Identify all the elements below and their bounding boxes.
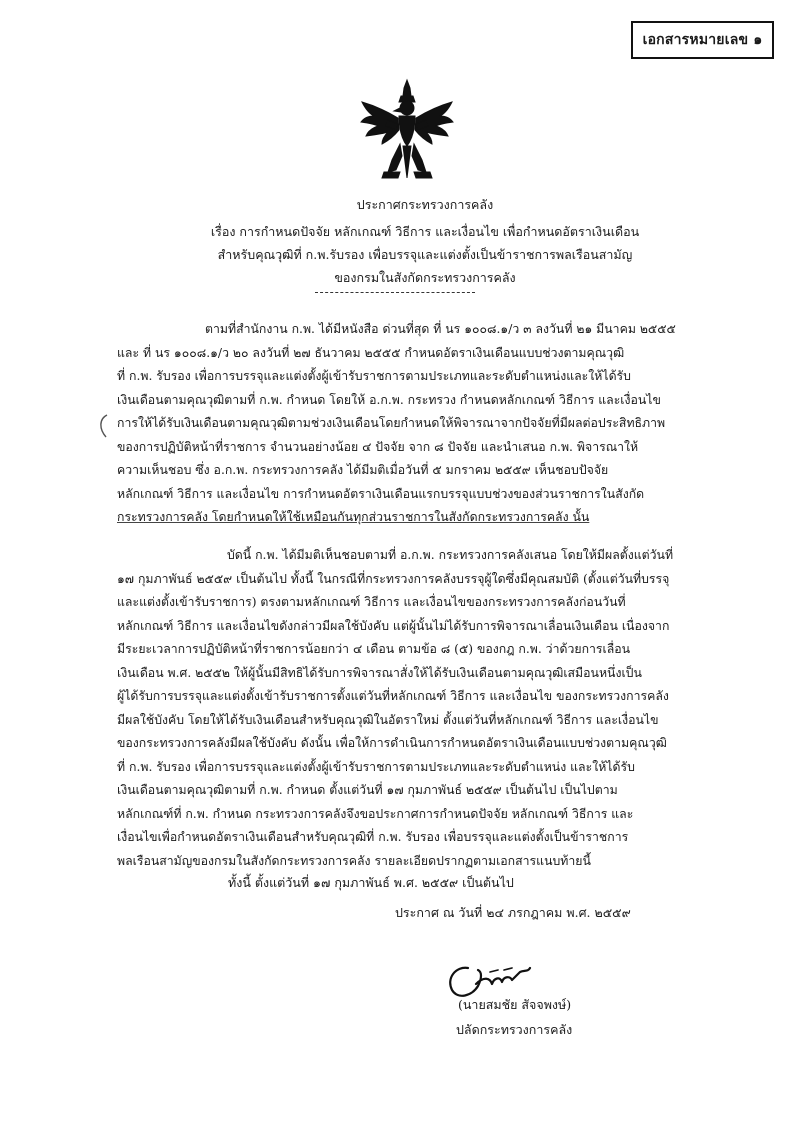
- paragraph-line: ตามที่สำนักงาน ก.พ. ได้มีหนังสือ ด่วนที่สุด ที่ นร ๑๐๐๘.๑/ว ๓ ลงวันที่ ๒๑ มีนาคม ๒๕๕๕: [205, 322, 676, 336]
- paragraph-line: มีผลใช้บังคับ โดยให้ได้รับเงินเดือนสำหรับคุณวุฒิในอัตราใหม่ ตั้งแต่วันที่หลักเกณฑ์ วิธีการ และเงื่อนไข: [117, 712, 659, 727]
- paragraph-line: การให้ได้รับเงินเดือนตามคุณวุฒิตามช่วงเงินเดือนโดยกำหนดให้พิจารณาจากปัจจัยที่มีผลต่อประสิทธิภาพ: [117, 416, 666, 430]
- paragraph-line: พลเรือนสามัญของกรมในสังกัดกระทรวงการคลัง รายละเอียดปรากฏตามเอกสารแนบท้ายนี้: [117, 853, 591, 868]
- paragraph-line: เงินเดือน พ.ศ. ๒๕๕๒ ให้ผู้นั้นมีสิทธิได้รับการพิจารณาสั่งให้ได้รับเงินเดือนตามคุณวุฒิเสมือนหนึ่งเป็น: [117, 665, 642, 680]
- subject-line-2: สำหรับคุณวุฒิที่ ก.พ.รับรอง เพื่อบรรจุและแต่งตั้งเป็นข้าราชการพลเรือนสามัญ: [217, 247, 633, 262]
- paragraph-line: ที่ ก.พ. รับรอง เพื่อการบรรจุและแต่งตั้งผู้เข้ารับราชการตามประเภทและระดับตำแหน่ง และให้ได้รับ: [117, 759, 635, 774]
- announcement-date: ประกาศ ณ วันที่ ๒๔ ภรกฎาคม พ.ศ. ๒๕๕๙: [395, 905, 631, 920]
- signer-title: ปลัดกระทรวงการคลัง: [456, 1022, 573, 1037]
- paragraph-line: เงินเดือนตามคุณวุฒิตามที่ ก.พ. กำหนด โดยให้ อ.ก.พ. กระทรวง กำหนดหลักเกณฑ์ วิธีการ และเงื่อนไข: [117, 392, 661, 407]
- document-number-box: [631, 21, 774, 59]
- paragraph-line: มีระยะเวลาการปฏิบัติหน้าที่ราชการน้อยกว่า ๔ เดือน ตามข้อ ๘ (๕) ของกฎ ก.พ. ว่าด้วยการเลื่อน: [117, 642, 631, 656]
- paragraph-2: [117, 544, 673, 873]
- paragraph-line: ของการปฏิบัติหน้าที่ราชการ จำนวนอย่างน้อย ๔ ปัจจัย จาก ๘ ปัจจัย และนำเสนอ ก.พ. พิจารณาให้: [117, 439, 639, 454]
- paragraph-line: กระทรวงการคลัง โดยกำหนดให้ใช้เหมือนกันทุกส่วนราชการในสังกัดกระทรวงการคลัง นั้น: [117, 510, 590, 524]
- paragraph-line: เงื่อนไขเพื่อกำหนดอัตราเงินเดือนสำหรับคุณวุฒิที่ ก.พ. รับรอง เพื่อบรรจุและแต่งตั้งเป็นข้าราชการ: [117, 830, 629, 844]
- subject-line-3: ของกรมในสังกัดกระทรวงการคลัง: [334, 270, 516, 285]
- paragraph-line: บัดนี้ ก.พ. ได้มีมติเห็นชอบตามที่ อ.ก.พ. กระทรวงการคลังเสนอ โดยให้มีผลตั้งแต่วันที่: [227, 548, 674, 562]
- signer-name: (นายสมชัย สัจจพงษ์): [458, 997, 572, 1012]
- paragraph-line: หลักเกณฑ์ วิธีการ และเงื่อนไขดังกล่าวมีผลใช้บังคับ แต่ผู้นั้นไม่ได้รับการพิจารณาเลื่อนเงินเดือน เนื่องจาก: [117, 618, 670, 633]
- paragraph-1: [117, 318, 676, 530]
- paragraph-line: หลักเกณฑ์ที่ ก.พ. กำหนด กระทรวงการคลังจึงขอประกาศการกำหนดปัจจัย หลักเกณฑ์ วิธีการ และ: [117, 806, 634, 821]
- paragraph-line: ๑๗ กุมภาพันธ์ ๒๕๕๙ เป็นต้นไป ทั้งนี้ ในกรณีที่กระทรวงการคลังบรรจุผู้ใดซึ่งมีคุณสมบัติ (ตั้งแต่วันที่บรรจุ: [117, 571, 670, 586]
- paragraph-line: และแต่งตั้งเข้ารับราชการ) ตรงตามหลักเกณฑ์ วิธีการ และเงื่อนไขของกระทรวงการคลังก่อนวันที่: [117, 595, 626, 609]
- paragraph-line: หลักเกณฑ์ วิธีการ และเงื่อนไข การกำหนดอัตราเงินเดือนแรกบรรจุแบบช่วงของส่วนราชการในสังกัด: [117, 486, 645, 501]
- announcement-heading: ประกาศกระทรวงการคลัง: [356, 197, 494, 212]
- heading-divider: [315, 292, 475, 293]
- paragraph-line: เงินเดือนตามคุณวุฒิตามที่ ก.พ. กำหนด ตั้งแต่วันที่ ๑๗ กุมภาพันธ์ ๒๕๕๙ เป็นต้นไป เป็นไปตาม: [117, 783, 618, 797]
- paragraph-line: ของกระทรวงการคลังมีผลใช้บังคับ ดังนั้น เพื่อให้การดำเนินการกำหนดอัตราเงินเดือนแบบช่วงตามคุณวุฒิ: [117, 736, 667, 750]
- paragraph-line: ที่ ก.พ. รับรอง เพื่อการบรรจุและแต่งตั้งผู้เข้ารับราชการตามประเภทและระดับตำแหน่งและให้ได้รับ: [117, 369, 631, 383]
- paragraph-line: ความเห็นชอบ ซึ่ง อ.ก.พ. กระทรวงการคลัง ได้มีมติเมื่อวันที่ ๕ มกราคม ๒๕๕๙ เห็นชอบปัจจัย: [117, 463, 609, 477]
- garuda-emblem-icon: [358, 78, 456, 186]
- paragraph-line: และ ที่ นร ๑๐๐๘.๑/ว ๒๐ ลงวันที่ ๒๗ ธันวาคม ๒๕๕๕ กำหนดอัตราเงินเดือนแบบช่วงตามคุณวุฒิ: [117, 345, 625, 360]
- document-number: เอกสารหมายเลข ๑: [642, 32, 763, 48]
- margin-mark-icon: [95, 413, 111, 439]
- paragraph-line: ผู้ได้รับการบรรจุและแต่งตั้งเข้ารับราชการตั้งแต่วันที่หลักเกณฑ์ วิธีการ และเงื่อนไข ของกระทรวงการคลัง: [117, 689, 669, 703]
- effective-date: ทั้งนี้ ตั้งแต่วันที่ ๑๗ กุมภาพันธ์ พ.ศ. ๒๕๕๙ เป็นต้นไป: [228, 875, 514, 890]
- subject-line: เรื่อง การกำหนดปัจจัย หลักเกณฑ์ วิธีการ และเงื่อนไข เพื่อกำหนดอัตราเงินเดือน: [210, 224, 640, 239]
